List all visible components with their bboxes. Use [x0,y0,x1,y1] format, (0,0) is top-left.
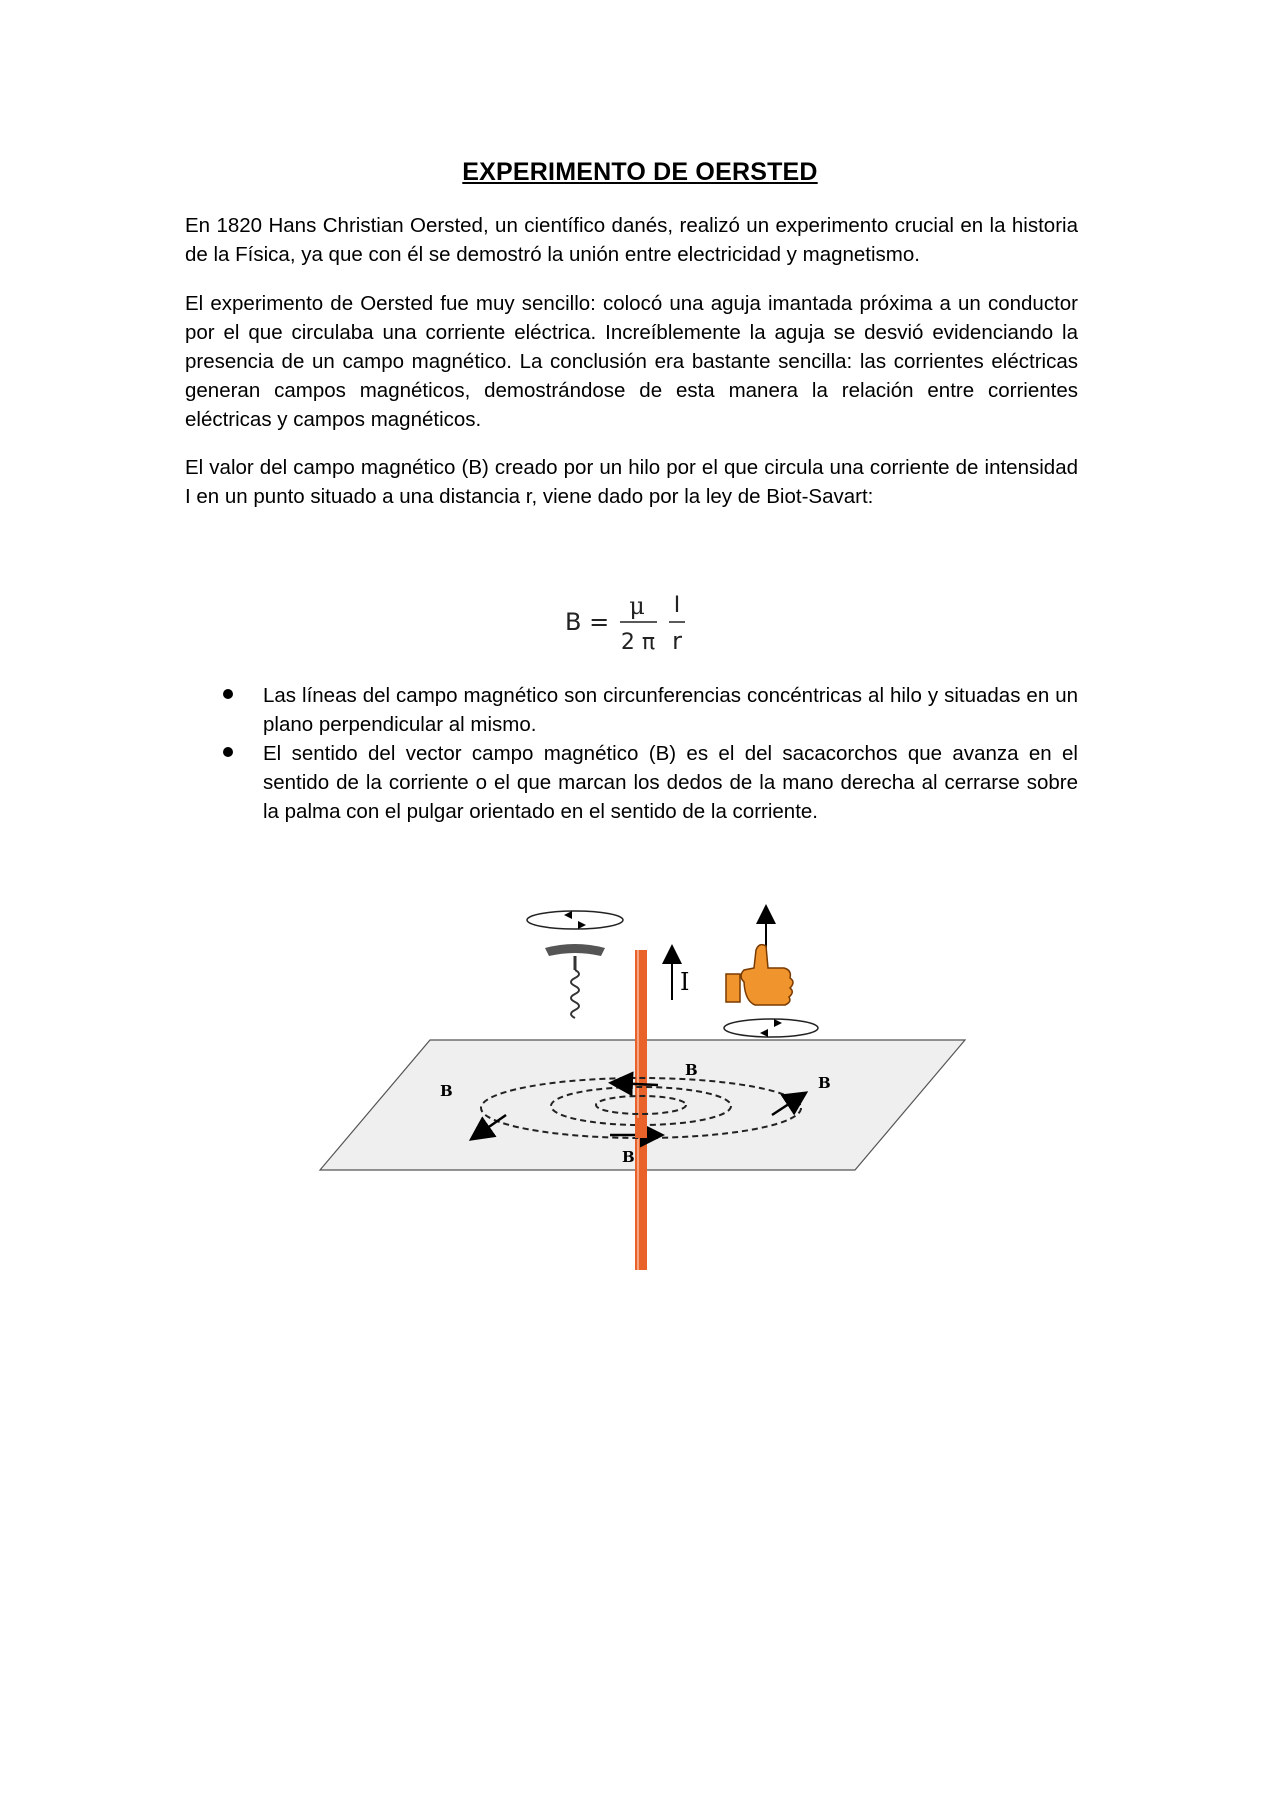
page-title: EXPERIMENTO DE OERSTED [462,158,818,186]
paragraph-biot-savart: El valor del campo magnético (B) creado por un hilo por el que circula una corriente de intensidad I en un punto situado a una distancia r, viene dado por la ley de Biot-Savart: [185,456,1078,508]
field-label-back: B [685,1061,698,1079]
formula-denominator-2pi: 2 π [620,630,656,655]
corkscrew-icon [527,911,623,1018]
paragraph-intro: En 1820 Hans Christian Oersted, un científico danés, realizó un experimento crucial en la historia de la Física, ya que con él se demostró la unión entre electricidad y magnetismo. [185,214,1078,266]
bullet-text: El sentido del vector campo magnético (B) es el del sacacorchos que avanza en el sentido de la corriente o el que marcan los dedos de la mano derecha al cerrarse sobre la palma con el pulgar orientado en el sentido de la corriente. [263,742,1078,823]
formula-numerator-mu: μ [629,592,645,620]
formula-lhs: B = [565,608,610,636]
field-label-front: B [622,1148,635,1166]
field-label-right: B [818,1074,831,1092]
bullet-dot-icon [223,689,233,699]
current-label: I [680,968,690,996]
paragraph-experiment: El experimento de Oersted fue muy sencillo: colocó una aguja imantada próxima a un conductor por el que circulaba una corriente eléctrica. Increíblemente la aguja se desvió evidenciando la presencia de un campo magnético. La conclusión era bastante sencilla: las corrientes eléctricas generan campos magnéticos, demostrándose de esta manera la relación entre corrientes eléctricas y campos magnéticos. [185,292,1078,431]
list-item [185,681,1078,739]
bullet-text: Las líneas del campo magnético son circunferencias concéntricas al hilo y situadas en un plano perpendicular al mismo. [263,684,1078,736]
bullet-dot-icon [223,747,233,757]
list-item [185,739,1078,826]
oersted-figure [310,890,1000,1290]
formula-numerator-I: I [673,593,681,618]
thumbs-up-hand-icon [724,908,818,1037]
field-label-left: B [440,1082,453,1100]
current-wire [635,950,647,1270]
biot-savart-formula [565,588,725,658]
wire-front-segment [635,1118,647,1138]
formula-denominator-r: r [672,627,682,655]
bullet-list [185,681,1078,826]
